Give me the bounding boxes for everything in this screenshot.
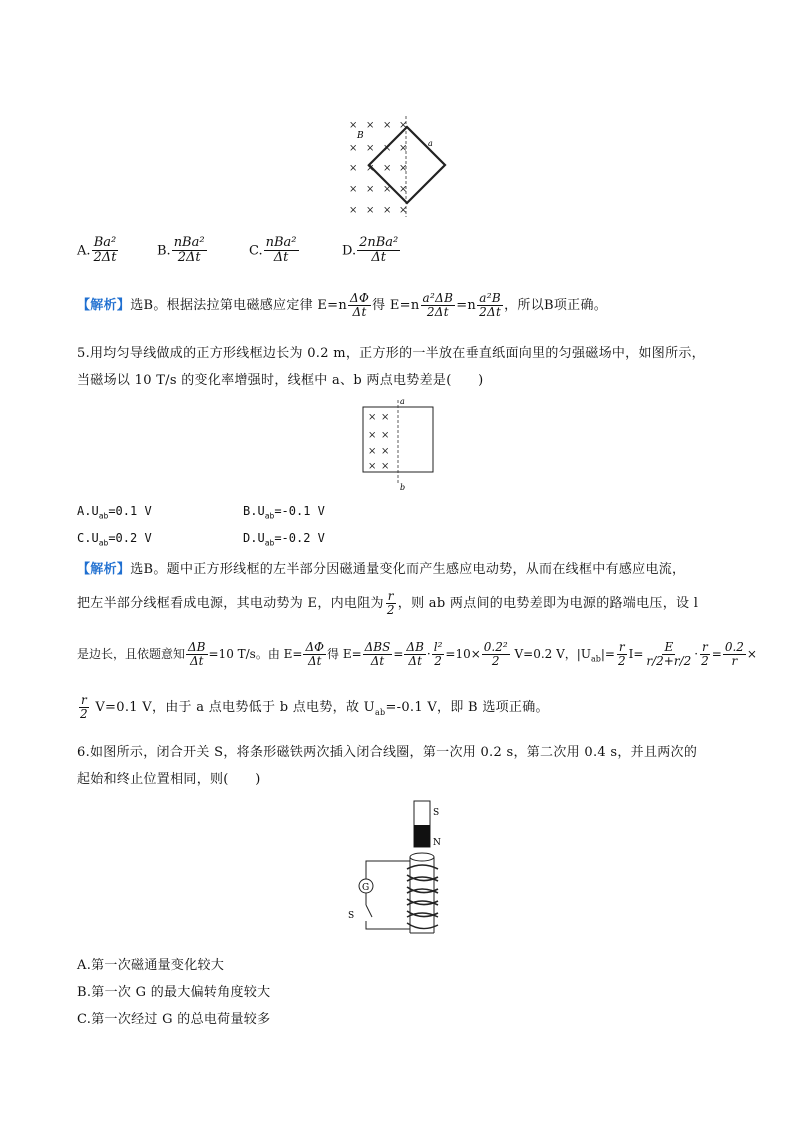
q6-wire-top: [366, 861, 410, 879]
fraction: $\frac{\text{nBa²}}{2\Delta t}$: [173, 235, 205, 266]
q5-analysis-line4: $\frac{r}{2}$ V=0.1 V，由于 a 点电势低于 b 点电势，故 $U_{ab}=-0.1$ V，即 B 选项正确。: [80, 693, 549, 722]
cross: ×: [368, 430, 377, 441]
cross: ×: [383, 120, 392, 131]
fraction: $\frac{r}{2}$: [701, 640, 709, 669]
fraction: $\frac{\Delta B}{\Delta t}$: [406, 640, 424, 669]
q5-option-b[interactable]: $B.U_{ab}=-0.1$ V: [243, 504, 325, 521]
fraction: $\frac{\text{Ba²}}{2\Delta t}$: [93, 235, 117, 266]
q4-option-c[interactable]: C. $\frac{\text{nBa²}}{\Delta t}$: [249, 235, 297, 266]
q5-figure: [356, 396, 440, 492]
cross: ×: [368, 461, 377, 472]
q6-switch: [366, 905, 372, 917]
fraction: $\frac{\Delta\Phi}{\Delta t}$: [305, 640, 324, 669]
q5-analysis-line1: 【解析】选B。题中正方形线框的左半部分因磁通量变化而产生感应电动势，从而在线框中有感应电流，: [77, 562, 686, 577]
q4-figure: [340, 114, 455, 219]
magnet-label-s: S: [433, 808, 440, 818]
q5-stem-line2: 当磁场以 10 T/s 的变化率增强时，线框中 a、b 两点电势差是( ): [77, 373, 484, 388]
cross: ×: [381, 412, 390, 423]
q5-label-b: b: [400, 483, 406, 492]
q5-field-crosses: [368, 412, 389, 472]
cross: ×: [399, 143, 408, 154]
q4-option-a[interactable]: A. $\frac{\text{Ba²}}{2\Delta t}$: [77, 235, 117, 266]
q5-option-a[interactable]: $A.U_{ab}=0.1$ V: [77, 504, 152, 521]
fraction: $\frac{\text{ΔBS}}{\Delta t}$: [364, 640, 391, 669]
q6-option-b[interactable]: B.第一次 G 的最大偏转角度较大: [77, 985, 271, 1000]
switch-label: S: [348, 911, 355, 921]
cross: ×: [399, 120, 408, 131]
cross: ×: [381, 446, 390, 457]
fraction: $\frac{\text{2nBa²}}{\Delta t}$: [359, 235, 399, 266]
q5-label-a: a: [400, 397, 405, 406]
cross: ×: [366, 143, 375, 154]
cross: ×: [399, 184, 408, 195]
cross: ×: [366, 120, 375, 131]
q5-option-c[interactable]: $C.U_{ab}=0.2$ V: [77, 531, 152, 548]
q5-stem-line1: 5.用均匀导线做成的正方形线框边长为 0.2 m，正方形的一半放在垂直纸面向里的匀强磁场中，如图所示，: [77, 346, 705, 361]
cross: ×: [349, 163, 358, 174]
q4-label-B: B: [357, 131, 364, 141]
q5-analysis-line2: 把左半部分线框看成电源，其电动势为 E，内电阻为 $\frac{r}{2}$ ，则 ab 两点间的电势差即为电源的路端电压，设 l: [77, 589, 699, 618]
q4-analysis: 【解析】选B。根据法拉第电磁感应定律 E=n $\frac{\Delta\Phi}{\Delta t}$ 得 E=n $\frac{\text{a²ΔB}}{2\Delta t}$ =n $\frac{\text{a²B}}{2\Delta t}$ ，所以B项正确。: [77, 291, 608, 320]
q6-wire-bottom: [366, 921, 410, 929]
cross: ×: [383, 205, 392, 216]
fraction: $\frac{E}{r/2+r/2}$: [646, 640, 692, 669]
q6-stem-line2: 起始和终止位置相同，则( ): [77, 772, 261, 787]
magnet-label-n: N: [433, 838, 441, 848]
q6-stem-line1: 6.如图所示，闭合开关 S，将条形磁铁两次插入闭合线圈，第一次用 0.2 s，第二次用 0.4 s，并且两次的: [77, 745, 698, 760]
q5-option-d[interactable]: $D.U_{ab}=-0.2$ V: [243, 531, 325, 548]
fraction: $\frac{r}{2}$: [386, 589, 395, 618]
fraction: $\frac{r}{2}$: [617, 640, 626, 669]
fraction: $\frac{\text{nBa²}}{\Delta t}$: [265, 235, 297, 266]
cross: ×: [381, 461, 390, 472]
fraction: $\frac{r}{2}$: [80, 693, 88, 722]
q4-option-d[interactable]: D. $\frac{\text{2nBa²}}{\Delta t}$: [342, 235, 399, 266]
cross: ×: [349, 205, 358, 216]
cross: ×: [366, 184, 375, 195]
q5-analysis-line3: 是边长，且依题意知 $\frac{\Delta B}{\Delta t}$ =10 T/s。由 E= $\frac{\Delta\Phi}{\Delta t}$ 得 E= $\frac{\text{ΔBS}}{\Delta t}$ = $\frac{\Delta B}{\Delta t}$ · $\frac{\text{l²}}{2}$ =10× $\frac{\text{0.2²}}{2}$ V=0.2 V，$|U_{ab}|=$ $\frac{r}{2}$ I= $\frac{E}{r/2+r/2}$ · $\frac{r}{2}$ = $\frac{0.2}{r}$ ×: [77, 640, 757, 669]
fraction: $\frac{\text{a²ΔB}}{2\Delta t}$: [422, 291, 454, 320]
cross: ×: [399, 163, 408, 174]
analysis-tag: 【解析】: [77, 562, 131, 577]
cross: ×: [383, 163, 392, 174]
q6-coil: [407, 853, 438, 933]
cross: ×: [349, 143, 358, 154]
fraction: $\frac{\text{0.2²}}{2}$: [483, 640, 508, 669]
fraction: $\frac{\Delta\Phi}{\Delta t}$: [350, 291, 370, 320]
q6-option-c[interactable]: C.第一次经过 G 的总电荷量较多: [77, 1012, 271, 1027]
cross: ×: [383, 184, 392, 195]
q4-label-a: a: [428, 139, 433, 148]
cross: ×: [366, 205, 375, 216]
cross: ×: [381, 430, 390, 441]
cross: ×: [383, 143, 392, 154]
q6-figure: [344, 795, 464, 940]
analysis-tag: 【解析】: [77, 298, 131, 314]
cross: ×: [368, 446, 377, 457]
fraction: $\frac{\text{l²}}{2}$: [433, 640, 443, 669]
fraction: $\frac{0.2}{r}$: [724, 640, 744, 669]
galvanometer-label: G: [362, 883, 370, 893]
q6-option-a[interactable]: A.第一次磁通量变化较大: [77, 958, 225, 973]
cross: ×: [399, 205, 408, 216]
q6-bar-magnet: [414, 801, 441, 848]
q4-option-b[interactable]: B. $\frac{\text{nBa²}}{2\Delta t}$: [157, 235, 205, 266]
fraction: $\frac{\Delta B}{\Delta t}$: [188, 640, 206, 669]
cross: ×: [368, 412, 377, 423]
cross: ×: [349, 120, 358, 131]
cross: ×: [349, 184, 358, 195]
fraction: $\frac{\text{a²B}}{2\Delta t}$: [479, 291, 502, 320]
cross: ×: [366, 163, 375, 174]
